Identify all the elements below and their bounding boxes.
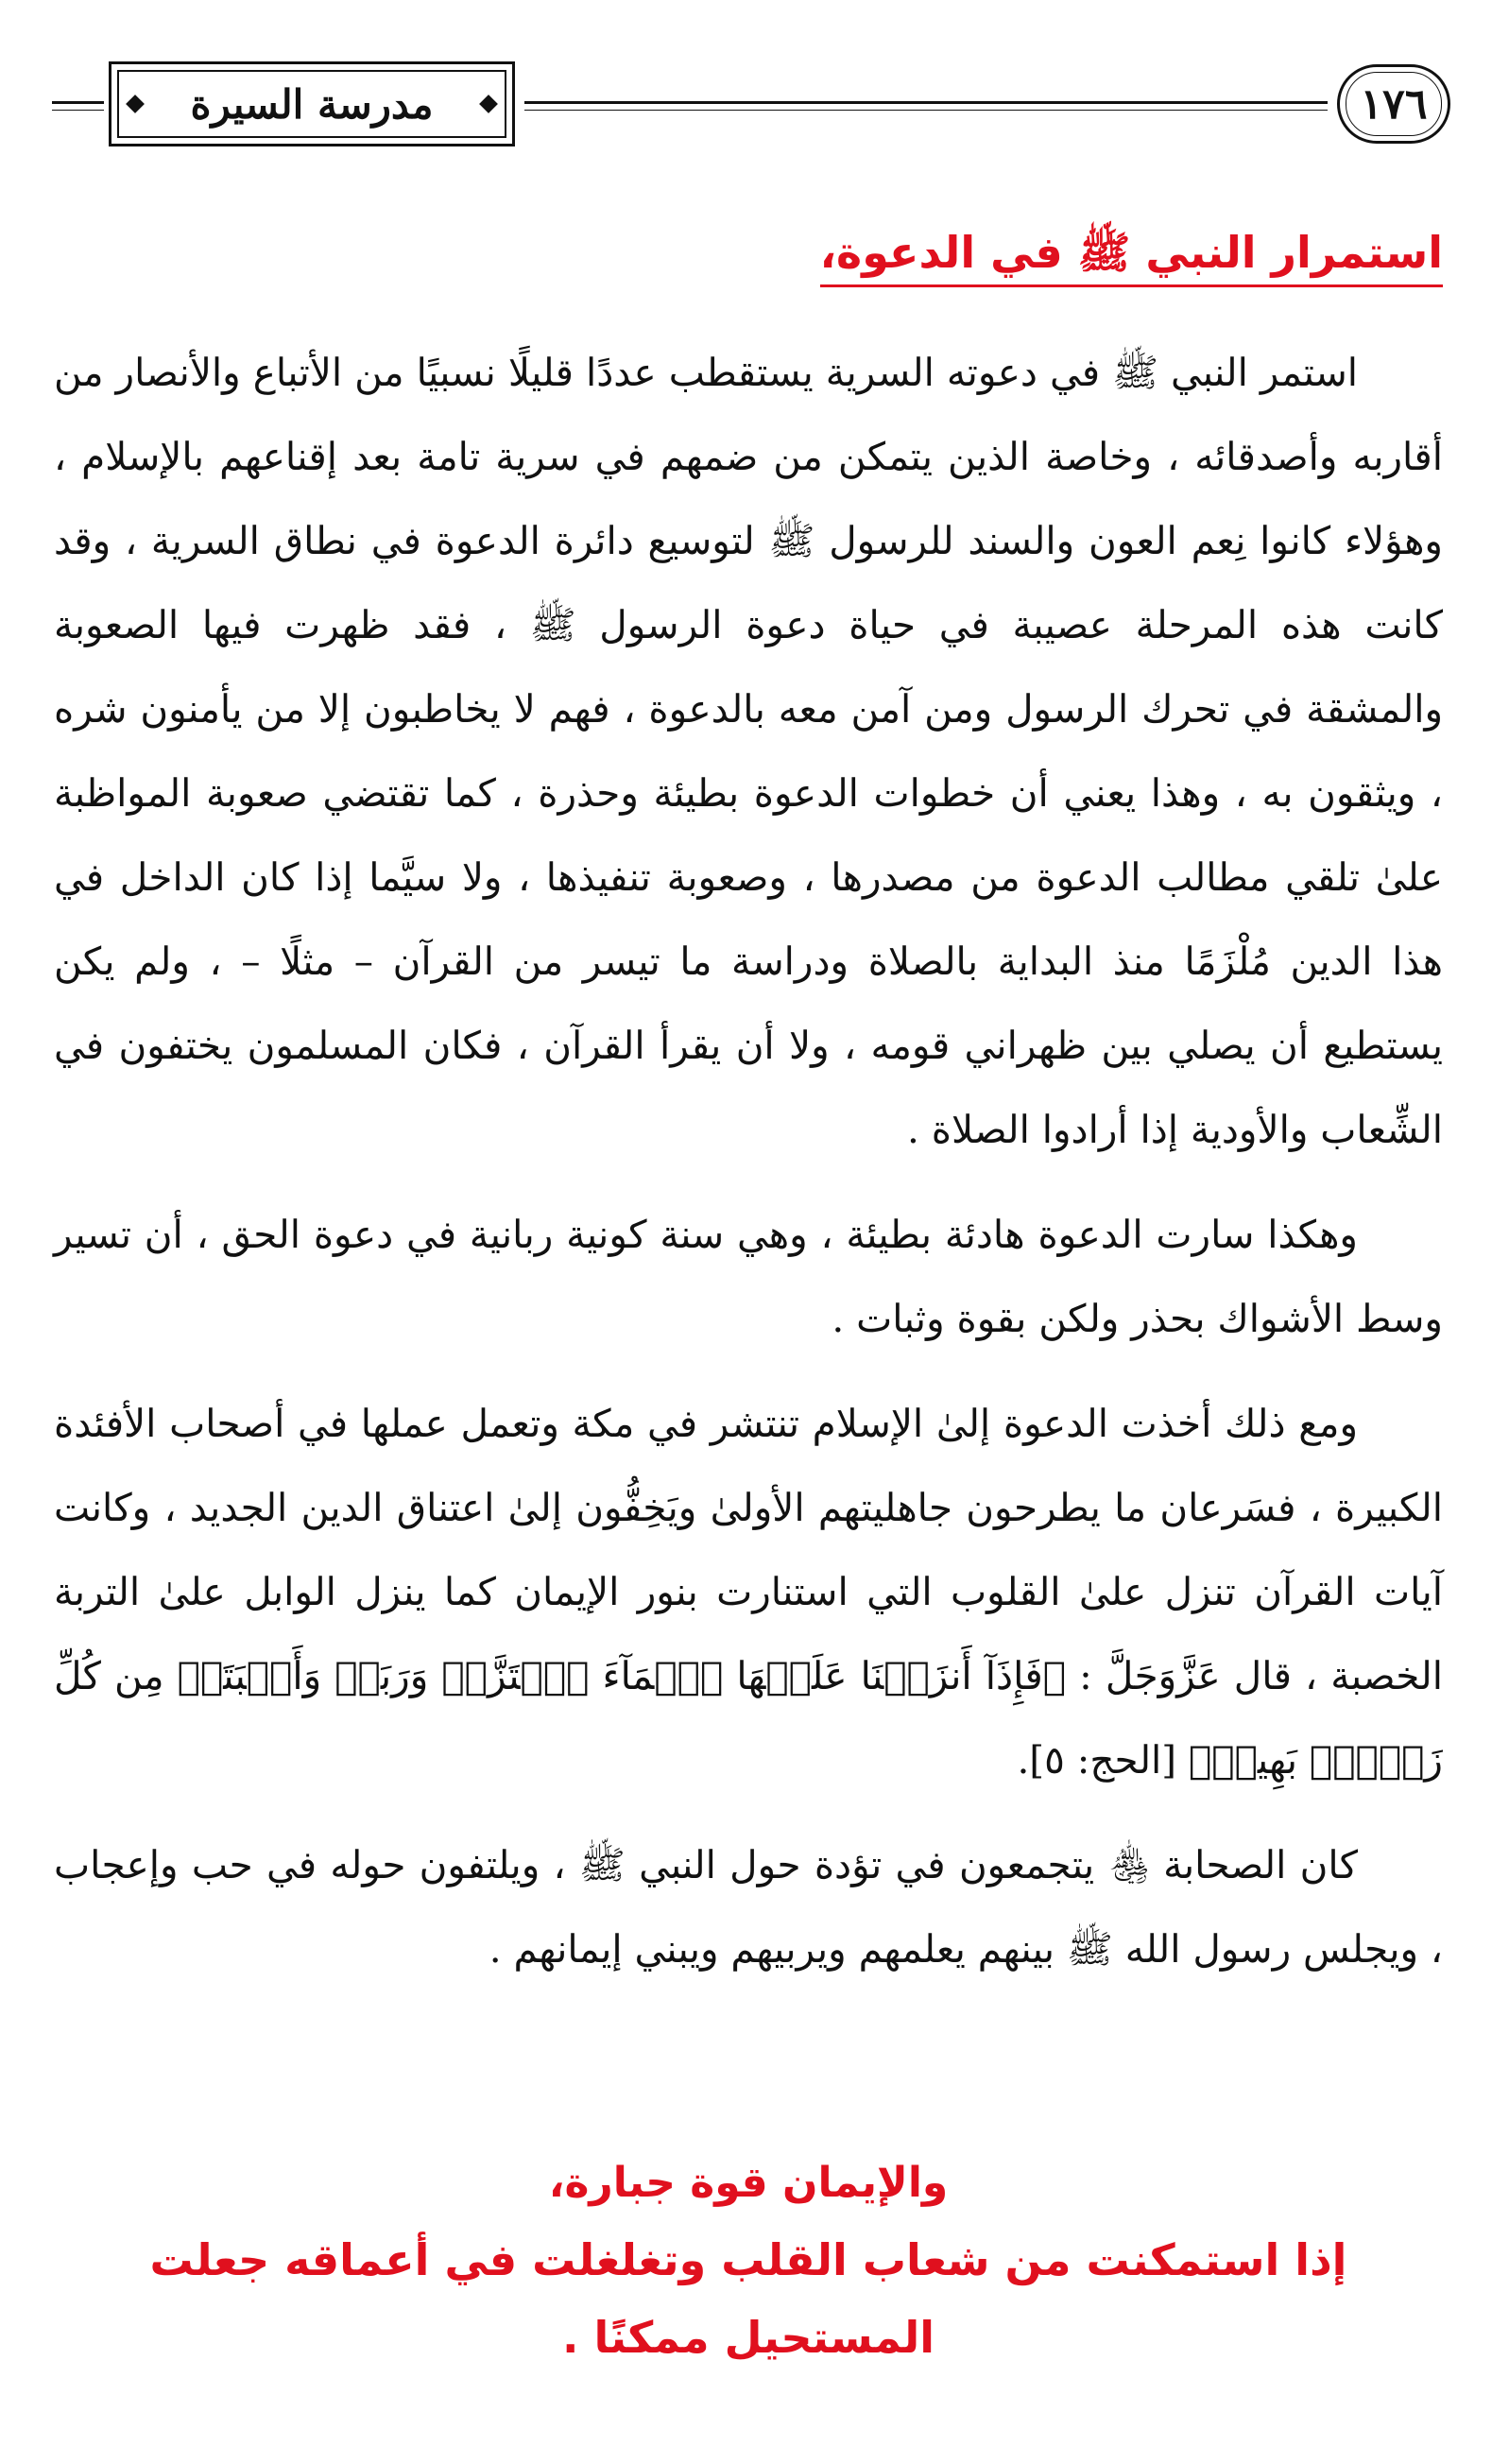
page-header [52, 57, 1457, 151]
book-title-inner-frame [117, 70, 506, 138]
closing-quote [54, 2145, 1443, 2376]
header-rule-left [52, 101, 104, 104]
book-title: مدرسة السيرة [190, 80, 434, 128]
closing-line-1: والإيمان قوة جبارة، [548, 2159, 949, 2207]
header-rule-thin [524, 110, 1328, 111]
body-text [54, 331, 1443, 2012]
paragraph: وهكذا سارت الدعوة هادئة بطيئة ، وهي سنة كونية ربانية في دعوة الحق ، أن تسير وسط الأشواك بحذر ولكن بقوة وثبات . [54, 1212, 1443, 1341]
book-title-frame [109, 61, 515, 146]
paragraph: استمر النبي ﷺ في دعوته السرية يستقطب عددًا قليلًا نسبيًا من الأتباع والأنصار من أقاربه وأصدقائه ، وخاصة الذين يتمكن من ضمهم في سرية تامة بعد إقناعهم بالإسلام ، وهؤلاء كانوا نِعم العون والسند للرسول ﷺ لتوسيع دائرة الدعوة في نطاق السرية ، وقد كانت هذه المرحلة عصيبة في حياة دعوة الرسول ﷺ ، فقد ظهرت فيها الصعوبة والمشقة في تحرك الرسول ومن آمن معه بالدعوة ، فهم لا يخاطبون إلا من يأمنون شره ، ويثقون به ، وهذا يعني أن خطوات الدعوة بطيئة وحذرة ، كما تقتضي صعوبة المواظبة علىٰ تلقي مطالب الدعوة من مصدرها ، وصعوبة تنفيذها ، ولا سيَّما إذا كان الداخل في هذا الدين مُلْزَمًا منذ البداية بالصلاة ودراسة ما تيسر من القرآن – مثلًا – ، ولم يكن يستطيع أن يصلي بين ظهراني قومه ، ولا أن يقرأ القرآن ، فكان المسلمون يختفون في الشِّعاب والأودية إذا أرادوا الصلاة . [54, 350, 1443, 1152]
paragraph: كان الصحابة ﵃ يتجمعون في تؤدة حول النبي ﷺ ، ويلتفون حوله في حب وإعجاب ، ويجلس رسول الله ﷺ بينهم يعلمهم ويربيهم ويبني إيمانهم . [54, 1842, 1443, 1972]
section-heading: استمرار النبي ﷺ في الدعوة، [820, 227, 1443, 287]
page-number-frame [1337, 64, 1450, 144]
header-rule-left-thin [52, 110, 104, 111]
header-rule [524, 101, 1328, 104]
closing-line-2: إذا استمكنت من شعاب القلب وتغلغلت في أعماقه جعلت المستحيل ممكنًا . [149, 2234, 1347, 2363]
paragraph: ومع ذلك أخذت الدعوة إلىٰ الإسلام تنتشر في مكة وتعمل عملها في أصحاب الأفئدة الكبيرة ، فسَرعان ما يطرحون جاهليتهم الأولىٰ ويَخِفُّون إلىٰ اعتناق الدين الجديد ، وكانت آيات القرآن تنزل علىٰ القلوب التي استنارت بنور الإيمان كما ينزل الوابل علىٰ التربة الخصبة ، قال عَزَّوَجَلَّ : ﴿فَإِذَآ أَنزَلۡنَا عَلَيۡهَا ٱلۡمَآءَ ٱهۡتَزَّتۡ وَرَبَتۡ وَأَنۢبَتَتۡ مِن كُلِّ زَوۡجِۭ بَهِيجٖ﴾ [الحج: ٥]. [54, 1401, 1443, 1783]
page-number: ١٧٦ [1346, 72, 1442, 136]
